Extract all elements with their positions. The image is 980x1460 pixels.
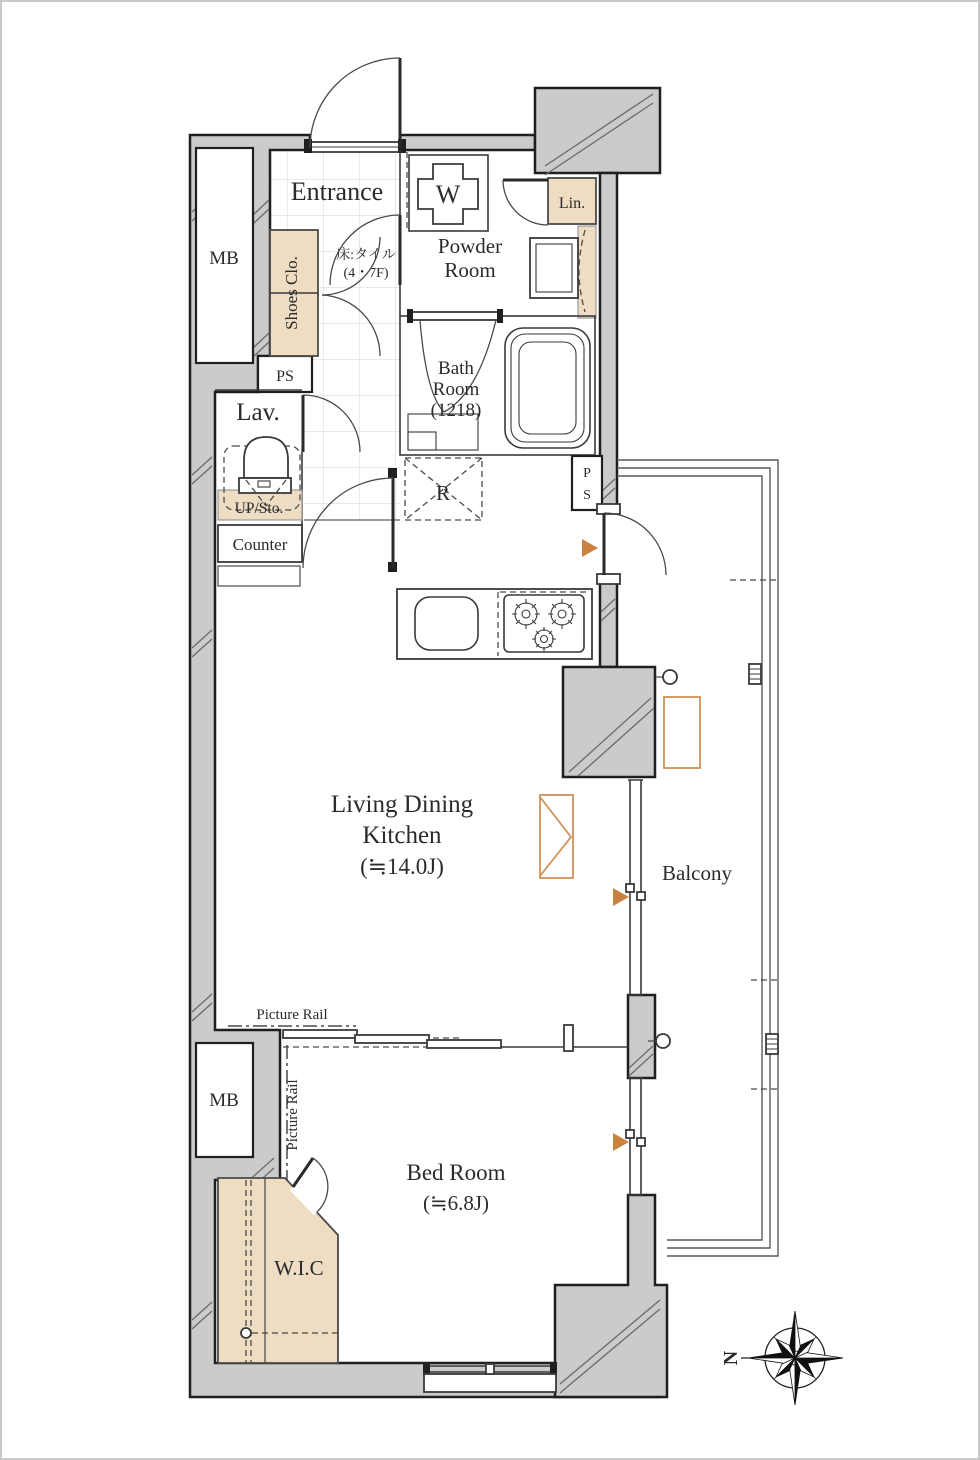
refrigerator-space [405, 458, 482, 520]
compass-north-label: N [720, 1350, 742, 1366]
wic-door-leaf [293, 1158, 313, 1187]
compass [720, 1311, 843, 1405]
mb-bottom-label: MB [209, 1090, 239, 1111]
bedroom [406, 1160, 505, 1215]
bath-room [400, 309, 595, 455]
fridge-label: R [435, 481, 451, 505]
page-border [1, 1, 979, 1459]
powder-room-label-2: Room [444, 258, 496, 282]
meter-box-bottom [196, 1043, 253, 1157]
wall-top-right-of-door [400, 135, 535, 150]
bath-label-3: (1218) [430, 400, 482, 421]
mb-top-label: MB [209, 248, 239, 269]
bath-label-2: Room [432, 379, 480, 400]
floor-tile-note-1: 床:タイル [336, 248, 396, 263]
ps-right-label-2: S [583, 488, 591, 503]
wall-mid-right-block [563, 667, 655, 777]
picture-rail-label-side: Picture Rail [285, 1079, 301, 1151]
meter-box-top [196, 148, 253, 363]
balcony-drain-lower [766, 1034, 778, 1054]
wic-label: W.I.C [274, 1256, 324, 1280]
balcony-door [597, 504, 666, 584]
washer-label: W [435, 180, 461, 209]
wall-handle-upper [655, 670, 677, 684]
opening-marker-door [582, 539, 598, 557]
linen-closet [503, 178, 596, 225]
air-conditioner-outdoor [664, 697, 700, 768]
linen-label: Lin. [558, 195, 586, 212]
floor-tile-note-2: (4・7F) [343, 266, 389, 281]
counter-label: Counter [232, 535, 288, 554]
balcony-drain-upper [749, 664, 761, 684]
powder-room-label-1: Powder [437, 234, 503, 258]
balcony-label: Balcony [662, 861, 732, 885]
bath-label-1: Bath [438, 358, 474, 379]
lavatory-label: Lav. [236, 399, 280, 426]
bathtub [505, 328, 590, 448]
washbasin [530, 226, 596, 318]
shoes-closet-label: Shoes Clo. [282, 256, 301, 330]
ldk-label-3: (≒14.0J) [360, 854, 444, 879]
pipe-space-right [572, 456, 602, 510]
picture-rail-label-top: Picture Rail [256, 1007, 328, 1023]
wall-east-mid [600, 577, 617, 667]
air-conditioner-indoor [540, 795, 573, 878]
bedroom-label-1: Bed Room [406, 1160, 506, 1185]
ps-right-label-1: P [583, 466, 591, 481]
bedroom-label-2: (≒6.8J) [422, 1191, 490, 1215]
living-dining-kitchen [331, 791, 474, 879]
ps-top-label: PS [276, 368, 294, 385]
up-storage-label: UP/Sto. [234, 500, 284, 517]
washing-machine-pan [409, 155, 488, 231]
window-living [626, 780, 645, 995]
entrance-label: Entrance [290, 177, 384, 206]
window-bedroom [626, 1078, 645, 1195]
ldk-label-1: Living Dining [330, 791, 474, 818]
pipe-space-top [258, 356, 312, 392]
kitchen-counter [397, 589, 592, 659]
entrance-door-swing [310, 58, 400, 148]
sliding-partition [283, 1025, 628, 1051]
ldk-label-2: Kitchen [362, 822, 442, 849]
window-bottom [423, 1362, 557, 1392]
walk-in-closet [218, 1158, 338, 1363]
wall-southeast-block [555, 1195, 667, 1397]
lavatory-counter [218, 525, 302, 586]
